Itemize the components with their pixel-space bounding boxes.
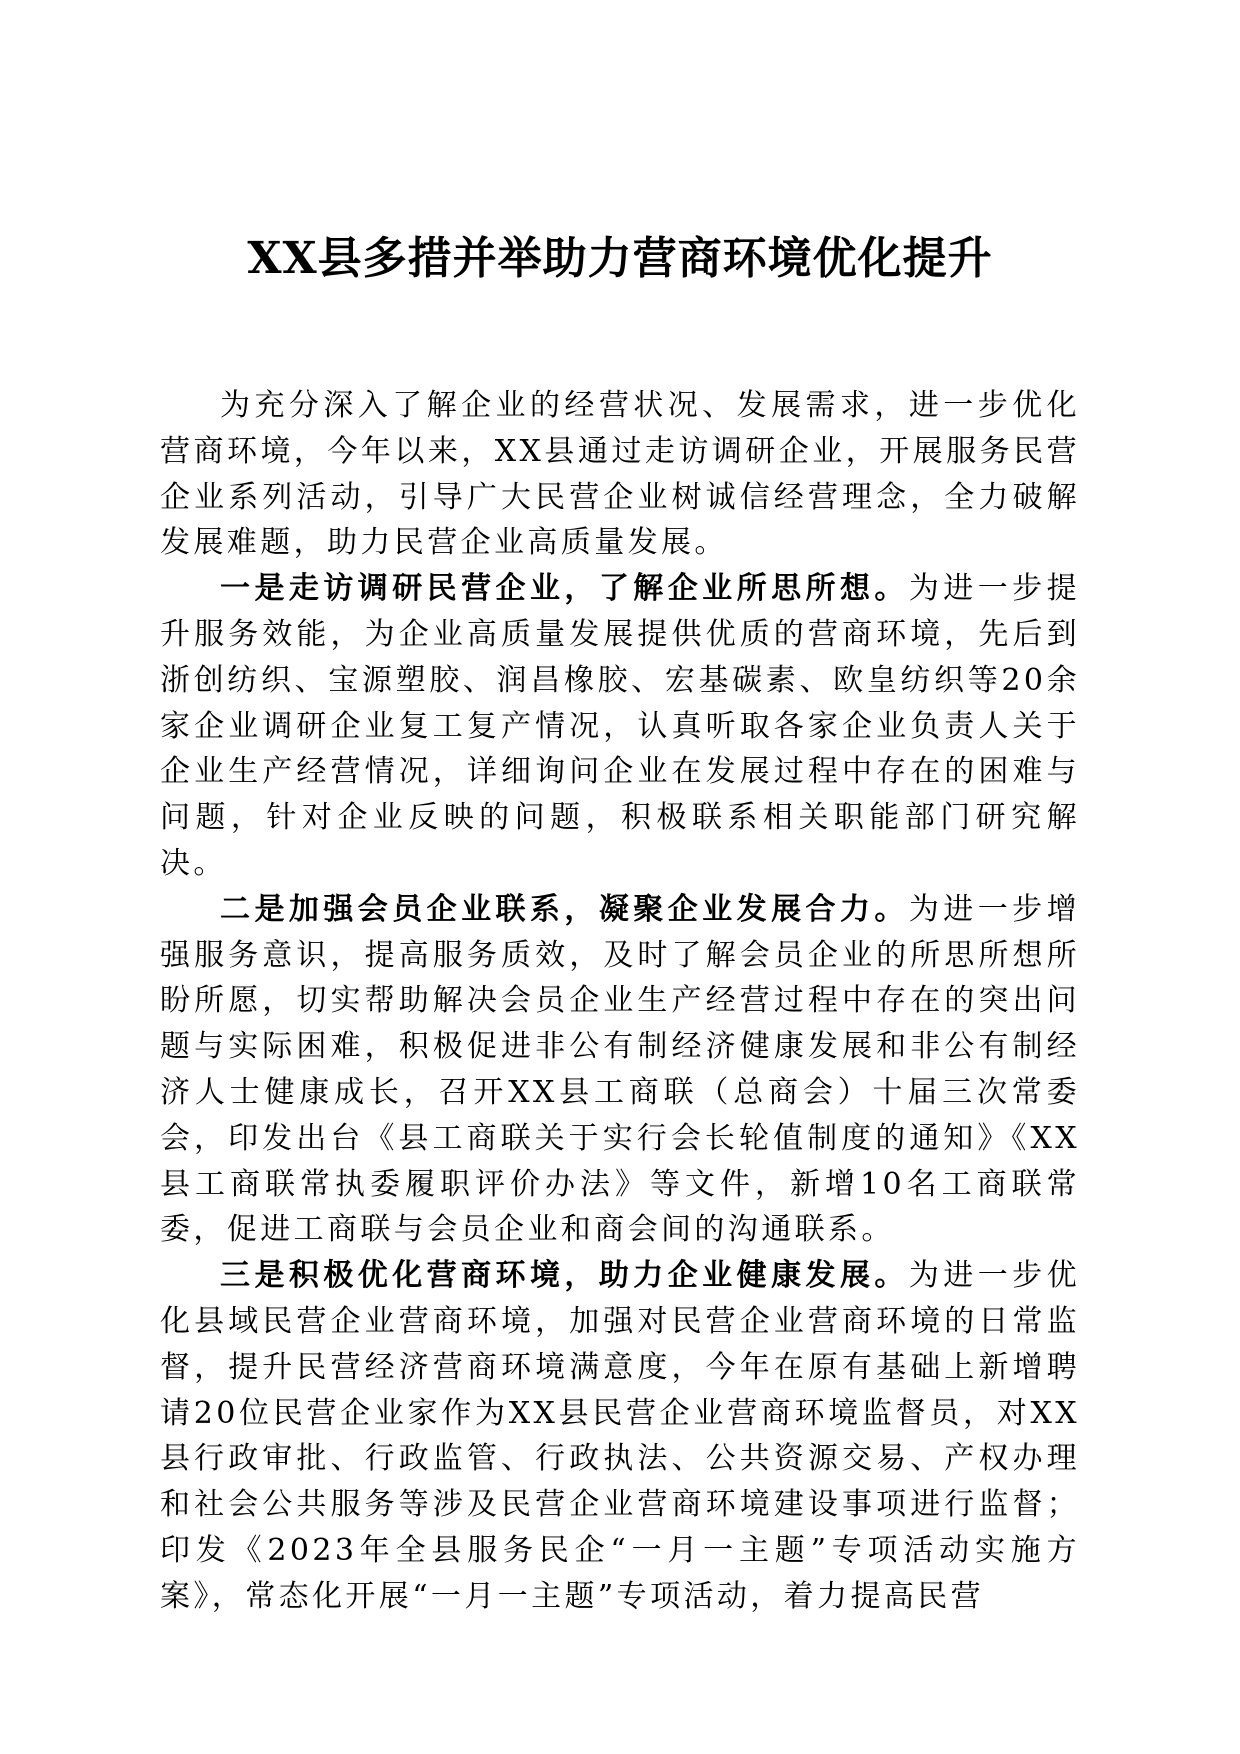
paragraph-text: 为进一步优化县域民营企业营商环境，加强对民营企业营商环境的日常监督，提升民营经济营商环境满意度，今年在原有基础上新增聘请20位民营企业家作为XX县民营企业营商环境监督员，对XX县行政审批、行政监管、行政执法、公共资源交易、产权办理和社会公共服务等涉及民营企业营商环境建设事项进行监督；印发《2023年全县服务民企“一月一主题”专项活动实施方案》，常态化开展“一月一主题”专项活动，着力提高民营 <box>160 1258 1081 1614</box>
paragraph-lead: 二是加强会员企业联系，凝聚企业发展合力。 <box>220 891 909 927</box>
paragraph-text: 为进一步提升服务效能，为企业高质量发展提供优质的营商环境，先后到浙创纺织、宝源塑胶、润昌橡胶、宏基碳素、欧皇纺织等20余家企业调研企业复工复产情况，认真听取各家企业负责人关于企业生产经营情况，详细询问企业在发展过程中存在的困难与问题，针对企业反映的问题，积极联系相关职能部门研究解决。 <box>160 571 1081 881</box>
paragraph-lead: 三是积极优化营商环境，助力企业健康发展。 <box>220 1258 909 1294</box>
paragraph-point-one <box>160 566 1080 887</box>
document-body <box>160 383 1080 1620</box>
paragraph-text: 为进一步增强服务意识，提高服务质效，及时了解会员企业的所思所想所盼所愿，切实帮助解决会员企业生产经营过程中存在的突出问题与实际困难，积极促进非公有制经济健康发展和非公有制经济人士健康成长，召开XX县工商联（总商会）十届三次常委会，印发出台《县工商联关于实行会长轮值制度的通知》《XX县工商联常执委履职评价办法》等文件，新增10名工商联常委，促进工商联与会员企业和商会间的沟通联系。 <box>160 891 1081 1248</box>
paragraph-point-two <box>160 887 1080 1253</box>
paragraph-intro <box>160 383 1080 566</box>
paragraph-point-three <box>160 1253 1080 1619</box>
paragraph-text: 为充分深入了解企业的经营状况、发展需求，进一步优化营商环境，今年以来，XX县通过走访调研企业，开展服务民营企业系列活动，引导广大民营企业树诚信经营理念，全力破解发展难题，助力民营企业高质量发展。 <box>160 388 1080 561</box>
paragraph-lead: 一是走访调研民营企业，了解企业所思所想。 <box>220 571 909 607</box>
document-title: XX县多措并举助力营商环境优化提升 <box>247 233 993 284</box>
